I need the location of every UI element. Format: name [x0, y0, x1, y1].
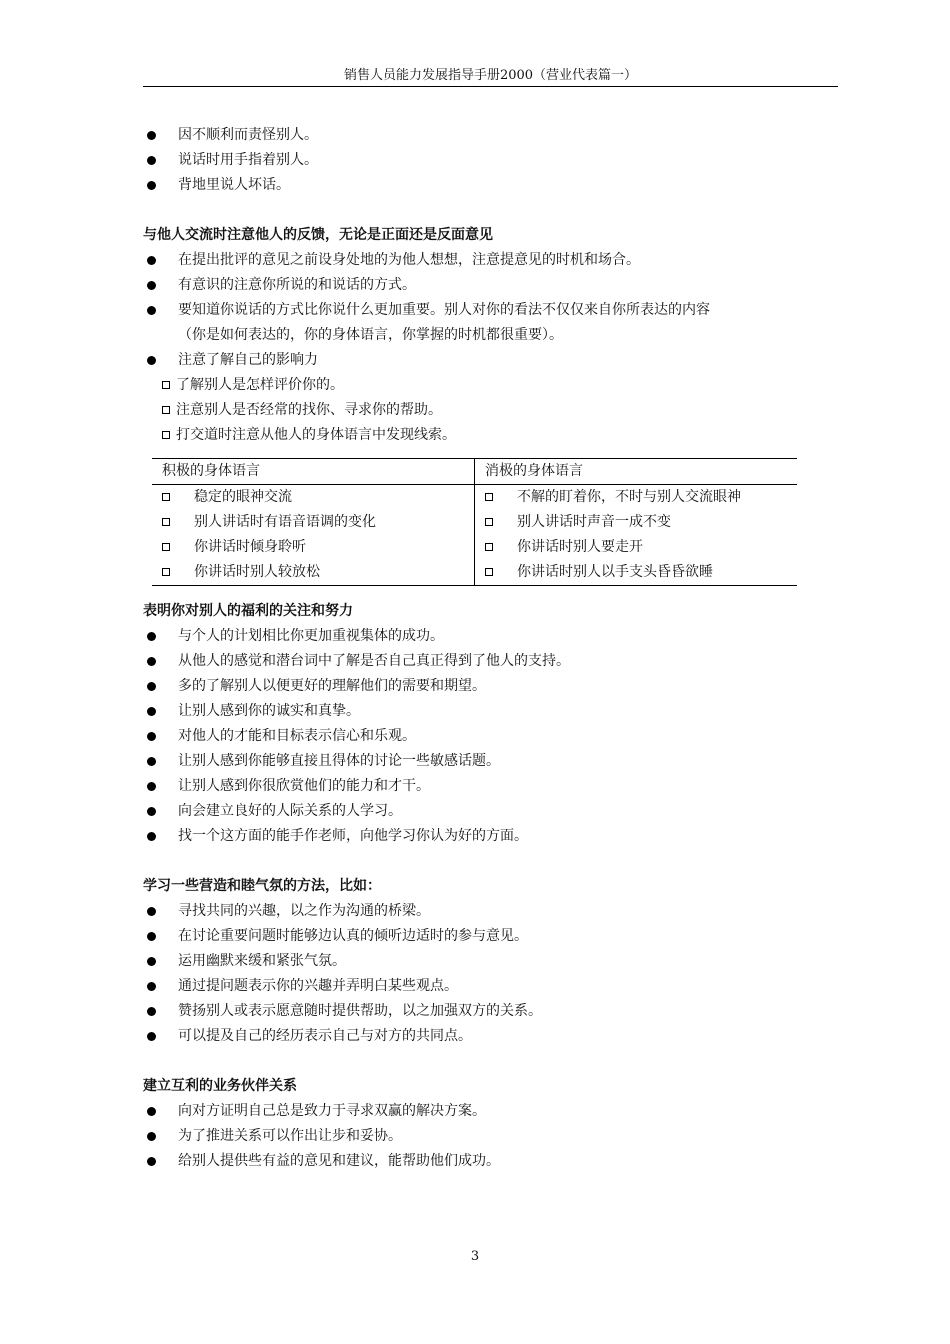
checkbox-square-icon — [162, 431, 170, 439]
list-item: 让别人感到你很欣赏他们的能力和才干。 — [143, 774, 843, 799]
table-row — [152, 560, 797, 586]
section-heading: 学习一些营造和睦气氛的方法，比如： — [143, 878, 381, 894]
list-item: 向会建立良好的人际关系的人学习。 — [143, 799, 843, 824]
list-item: 要知道你说话的方式比你说什么更加重要。别人对你的看法不仅仅来自你所表达的内容 — [143, 298, 843, 323]
bullet-icon — [147, 982, 156, 991]
table-header-positive: 积极的身体语言 — [152, 459, 475, 485]
table-header-row — [152, 459, 797, 485]
table-row — [152, 485, 797, 511]
list-item: 让别人感到你能够直接且得体的讨论一些敏感话题。 — [143, 749, 843, 774]
list-item: 赞扬别人或表示愿意随时提供帮助，以之加强双方的关系。 — [143, 999, 843, 1024]
bullet-icon — [147, 156, 156, 165]
list-item-continuation: （你是如何表达的，你的身体语言，你掌握的时机都很重要）。 — [178, 327, 563, 343]
list-item: 找一个这方面的能手作老师，向他学习你认为好的方面。 — [143, 824, 843, 849]
bullet-icon — [147, 131, 156, 140]
sub-list-item: 了解别人是怎样评价你的。 — [143, 373, 843, 398]
checkbox-square-icon — [162, 406, 170, 414]
bullet-icon — [147, 707, 156, 716]
body-language-table — [152, 458, 797, 586]
checkbox-square-icon — [485, 543, 493, 551]
table-cell: 不解的盯着你，不时与别人交流眼神 — [475, 485, 798, 511]
bullet-icon — [147, 757, 156, 766]
checkbox-square-icon — [162, 568, 170, 576]
bullet-icon — [147, 832, 156, 841]
list-item: 向对方证明自己总是致力于寻求双赢的解决方案。 — [143, 1099, 843, 1124]
bullet-icon — [147, 907, 156, 916]
table-cell: 你讲话时别人要走开 — [475, 535, 798, 560]
bullet-icon — [147, 1132, 156, 1141]
list-item: 为了推进关系可以作出让步和妥协。 — [143, 1124, 843, 1149]
list-item: 多的了解别人以便更好的理解他们的需要和期望。 — [143, 674, 843, 699]
list-item: 通过提问题表示你的兴趣并弄明白某些观点。 — [143, 974, 843, 999]
bullet-icon — [147, 807, 156, 816]
header-rule — [143, 86, 838, 87]
table-header-negative: 消极的身体语言 — [475, 459, 798, 485]
bullet-icon — [147, 632, 156, 641]
list-item: 有意识的注意你所说的和说话的方式。 — [143, 273, 843, 298]
bullet-icon — [147, 1007, 156, 1016]
page-number: 3 — [470, 1249, 480, 1264]
list-item: 运用幽默来缓和紧张气氛。 — [143, 949, 843, 974]
section-heading: 建立互利的业务伙伴关系 — [143, 1078, 297, 1094]
bullet-icon — [147, 957, 156, 966]
running-header: 销售人员能力发展指导手册2000（营业代表篇一） — [343, 68, 638, 83]
list-item: 让别人感到你的诚实和真挚。 — [143, 699, 843, 724]
table-cell: 稳定的眼神交流 — [152, 485, 475, 511]
bullet-icon — [147, 281, 156, 290]
bullet-icon — [147, 657, 156, 666]
list-item: 在讨论重要问题时能够边认真的倾听边适时的参与意见。 — [143, 924, 843, 949]
section-heading: 表明你对别人的福利的关注和努力 — [143, 603, 353, 619]
bullet-icon — [147, 782, 156, 791]
list-item: 从他人的感觉和潜台词中了解是否自己真正得到了他人的支持。 — [143, 649, 843, 674]
list-item: 注意了解自己的影响力 — [143, 348, 843, 373]
bullet-icon — [147, 932, 156, 941]
bullet-icon — [147, 356, 156, 365]
sub-list-item: 打交道时注意从他人的身体语言中发现线索。 — [143, 423, 843, 448]
checkbox-square-icon — [485, 518, 493, 526]
list-item: 因不顺利而责怪别人。 — [143, 123, 843, 148]
list-item: 可以提及自己的经历表示自己与对方的共同点。 — [143, 1024, 843, 1049]
checkbox-square-icon — [485, 568, 493, 576]
bullet-icon — [147, 1032, 156, 1041]
table-cell: 别人讲话时声音一成不变 — [475, 510, 798, 535]
table-cell: 你讲话时倾身聆听 — [152, 535, 475, 560]
checkbox-square-icon — [162, 543, 170, 551]
checkbox-square-icon — [162, 493, 170, 501]
checkbox-square-icon — [485, 493, 493, 501]
list-item: 背地里说人坏话。 — [143, 173, 843, 198]
page-content — [143, 123, 843, 1174]
sub-list-item: 注意别人是否经常的找你、寻求你的帮助。 — [143, 398, 843, 423]
list-item: 寻找共同的兴趣，以之作为沟通的桥梁。 — [143, 899, 843, 924]
table-row — [152, 535, 797, 560]
bullet-icon — [147, 306, 156, 315]
bullet-icon — [147, 256, 156, 265]
list-item: 对他人的才能和目标表示信心和乐观。 — [143, 724, 843, 749]
checkbox-square-icon — [162, 381, 170, 389]
bullet-icon — [147, 682, 156, 691]
table-cell: 别人讲话时有语音语调的变化 — [152, 510, 475, 535]
table-cell: 你讲话时别人以手支头昏昏欲睡 — [475, 560, 798, 586]
list-item: 与个人的计划相比你更加重视集体的成功。 — [143, 624, 843, 649]
list-item: 在提出批评的意见之前设身处地的为他人想想，注意提意见的时机和场合。 — [143, 248, 843, 273]
bullet-icon — [147, 181, 156, 190]
bullet-icon — [147, 732, 156, 741]
bullet-icon — [147, 1157, 156, 1166]
list-item: 说话时用手指着别人。 — [143, 148, 843, 173]
list-item: 给别人提供些有益的意见和建议，能帮助他们成功。 — [143, 1149, 843, 1174]
table-cell: 你讲话时别人较放松 — [152, 560, 475, 586]
checkbox-square-icon — [162, 518, 170, 526]
bullet-icon — [147, 1107, 156, 1116]
section-heading: 与他人交流时注意他人的反馈，无论是正面还是反面意见 — [143, 227, 493, 243]
table-row — [152, 510, 797, 535]
